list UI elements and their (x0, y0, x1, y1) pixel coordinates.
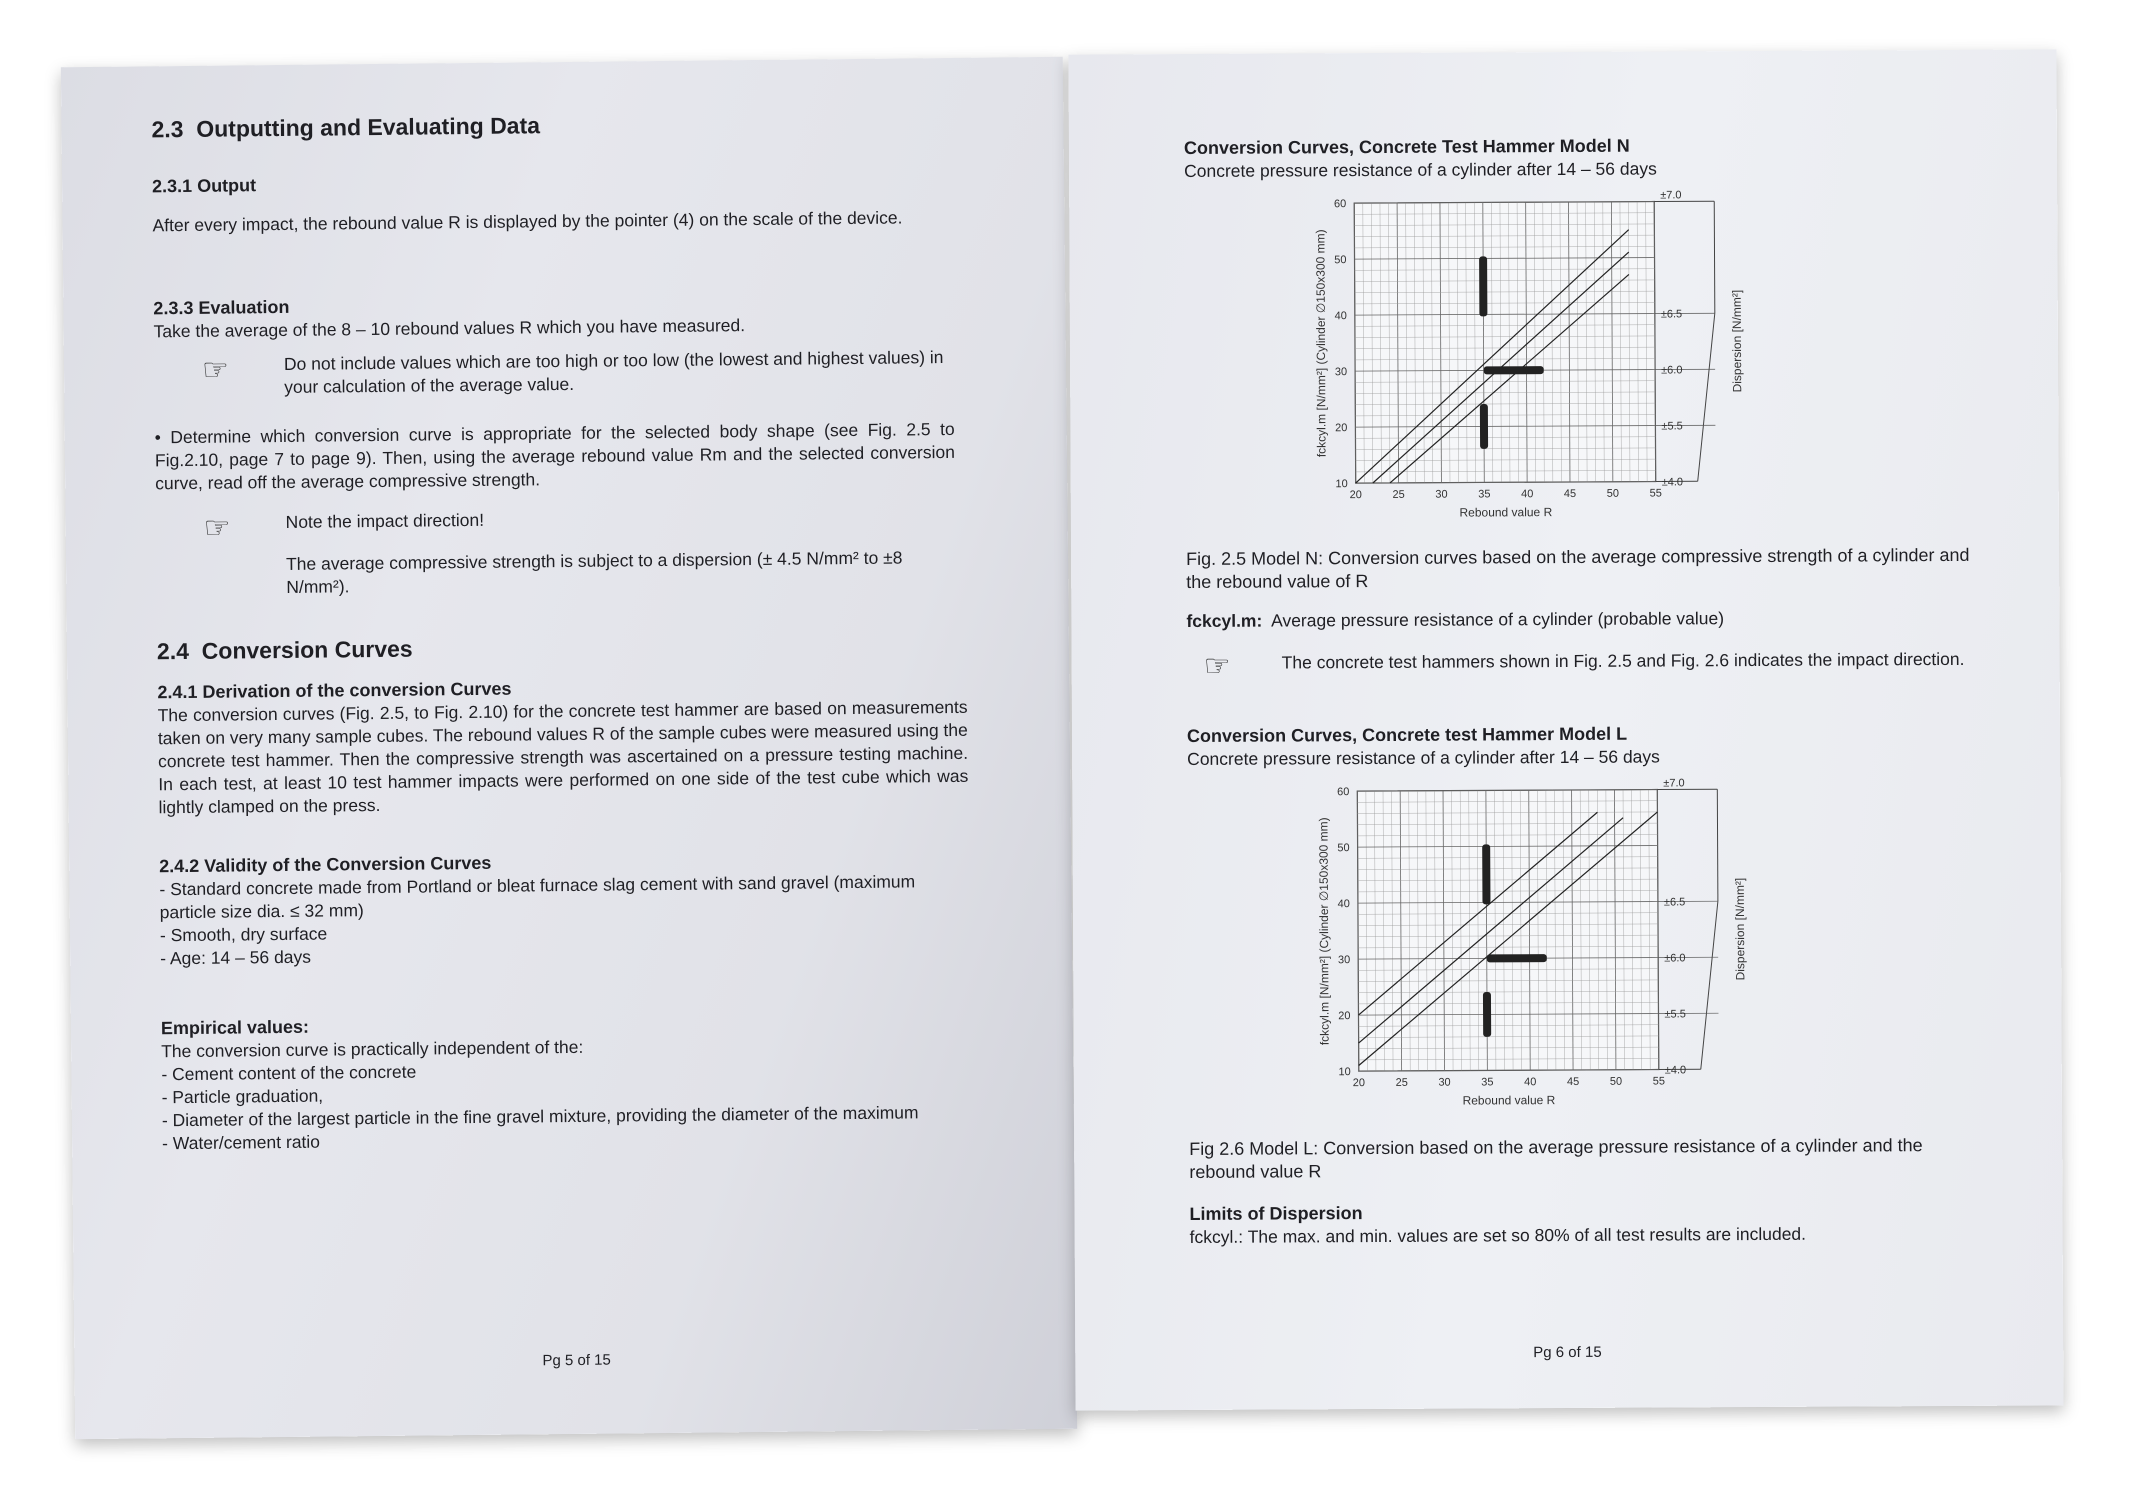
validity-item: - Standard concrete made from Portland or bleat furnace slag cement with sand gravel (maximum particle size dia. ≤ 32 mm) (159, 871, 916, 923)
dispersion-label: ±4.0 (1661, 476, 1684, 489)
validity-item: - Age: 14 – 56 days (160, 946, 312, 969)
dispersion-label: ±6.0 (1664, 952, 1686, 965)
note-dispersion: The average compressive strength is subject to a dispersion (± 4.5 N/mm² to ±8 N/mm²). (285, 547, 903, 597)
validity-item: - Smooth, dry surface (159, 923, 328, 946)
x-tick-label: 55 (1649, 487, 1662, 500)
fck-definition-row (1186, 607, 1724, 633)
output-heading: 2.3.1 Output (151, 175, 257, 197)
y-tick-label: 50 (1337, 842, 1350, 855)
x-tick-label: 35 (1478, 488, 1491, 501)
evaluation-heading: 2.3.3 Evaluation (153, 296, 290, 319)
note-impact-direction: Note the impact direction! (285, 509, 485, 532)
x-tick-label: 20 (1352, 1077, 1366, 1090)
hammer-down-icon (1479, 256, 1487, 316)
y-tick-label: 30 (1334, 366, 1348, 379)
evaluation-paragraph: Take the average of the 8 – 10 rebound values R which you have measured. (153, 315, 746, 342)
y-axis-label: fckcyl.m [N/mm²] (Cylinder ∅150x300 mm) (1313, 229, 1329, 458)
empirical-item: - Water/cement ratio (162, 1131, 321, 1154)
fig-2-6-caption: Fig 2.6 Model L: Conversion based on the average pressure resistance of a cylinder and the rebound value R (1189, 1135, 1923, 1182)
empirical-intro: The conversion curve is practically independent of the: (161, 1036, 584, 1062)
note-exclude-extremes: Do not include values which are too high or too low (the lowest and highest values) in your calculation of the average value. (283, 347, 944, 397)
dispersion-label: ±7.0 (1660, 189, 1682, 202)
x-tick-label: 45 (1563, 487, 1577, 501)
dispersion-label: ±6.5 (1660, 308, 1683, 321)
pointing-hand-icon: ☞ (201, 353, 230, 387)
limits-heading: Limits of Dispersion (1189, 1203, 1363, 1224)
x-tick-label: 45 (1566, 1075, 1580, 1088)
x-tick-label: 55 (1652, 1075, 1665, 1088)
x-tick-label: 20 (1349, 489, 1362, 502)
x-axis-label: Rebound value R (1462, 1093, 1556, 1108)
dispersion-label: ±6.0 (1661, 364, 1683, 377)
y-tick-label: 60 (1337, 786, 1350, 799)
x-tick-label: 30 (1438, 1076, 1451, 1089)
output-paragraph: After every impact, the rebound value R is displayed by the pointer (4) on the scale of the device. (152, 207, 903, 236)
section-title: Conversion Curves (201, 635, 413, 664)
hammer-up-icon (1483, 992, 1491, 1037)
hammer-horizontal-icon (1487, 954, 1547, 962)
chart-n-title: Conversion Curves, Concrete Test Hammer Model N (1183, 135, 1630, 158)
empirical-heading: Empirical values: (160, 1016, 310, 1039)
chart-model-l (1302, 769, 1748, 1131)
page-number: Pg 5 of 15 (542, 1351, 611, 1370)
derivation-heading: 2.4.1 Derivation of the conversion Curves (157, 678, 512, 703)
x-tick-label: 25 (1395, 1076, 1408, 1089)
hammer-down-icon (1482, 844, 1490, 904)
y-tick-label: 40 (1334, 310, 1347, 323)
section-number: 2.3 (151, 116, 184, 143)
fig-2-5-caption: Fig. 2.5 Model N: Conversion curves based on the average compressive strength of a cylinder and the rebound value of R (1186, 544, 1970, 592)
dispersion-frame (1714, 201, 1715, 313)
section-title: Outputting and Evaluating Data (196, 112, 541, 142)
dispersion-label: ±5.5 (1661, 420, 1683, 433)
pointing-hand-icon: ☞ (1203, 649, 1231, 683)
y-tick-label: 10 (1335, 478, 1348, 491)
empirical-list (161, 1032, 942, 1155)
y-tick-label: 50 (1334, 254, 1347, 267)
dispersion-label: ±6.5 (1663, 896, 1686, 909)
y-tick-label: 20 (1335, 422, 1348, 435)
dispersion-frame (1717, 789, 1718, 901)
chart-n-subtitle: Concrete pressure resistance of a cylinder after 14 – 56 days (1184, 158, 1657, 181)
empirical-item: - Particle graduation, (161, 1085, 324, 1108)
fck-definition: Average pressure resistance of a cylinder (probable value) (1271, 608, 1725, 631)
bullet-conversion-curve: • Determine which conversion curve is appropriate for the selected body shape (see Fig. 2.5 to Fig.2.10, page 7 to page 9). Then, using the average rebound value Rm and the selected conversion curve, read off the average compressive strength. (154, 418, 956, 494)
x-tick-label: 25 (1392, 488, 1405, 501)
x-tick-label: 40 (1524, 1076, 1537, 1089)
y-tick-label: 60 (1333, 198, 1347, 211)
section-2-4-heading (157, 636, 413, 666)
validity-list (159, 870, 940, 970)
x-tick-label: 40 (1521, 488, 1534, 501)
y2-axis-label: Dispersion [N/mm²] (1729, 289, 1745, 393)
dispersion-label: ±4.0 (1664, 1064, 1687, 1077)
x-axis-label: Rebound value R (1459, 505, 1553, 520)
x-tick-label: 50 (1606, 487, 1620, 500)
left-page (61, 57, 1077, 1439)
y-axis-label: fckcyl.m [N/mm²] (Cylinder ∅150x300 mm) (1316, 817, 1332, 1046)
y-tick-label: 20 (1338, 1010, 1351, 1023)
derivation-paragraph: The conversion curves (Fig. 2.5, to Fig. 2.10) for the concrete test hammer are based on measurements taken on very many sample cubes. The rebound values R of the sample cubes were measured using the concrete test hammer. Then the compressive strength was ascertained on a pressure testing machine. In each test, at least 10 test hammer impacts were performed on one side of the test cube which was lightly clamped on the press. (157, 696, 969, 818)
pointing-hand-icon: ☞ (203, 511, 231, 545)
limits-text: fckcyl.: The max. and min. values are set so 80% of all test results are included. (1189, 1223, 1807, 1247)
empirical-item: - Diameter of the largest particle in the fine gravel mixture, providing the diameter of the maximum (161, 1102, 919, 1131)
empirical-item: - Cement content of the concrete (161, 1061, 417, 1085)
hammer-horizontal-icon (1484, 366, 1544, 374)
x-tick-label: 30 (1435, 488, 1448, 501)
y2-axis-label: Dispersion [N/mm²] (1732, 877, 1748, 981)
dispersion-frame (1697, 313, 1716, 481)
dispersion-frame (1700, 901, 1719, 1069)
x-tick-label: 35 (1481, 1076, 1494, 1089)
section-number: 2.4 (156, 637, 190, 665)
x-tick-label: 50 (1609, 1075, 1623, 1088)
fck-label: fckcyl.m: (1186, 610, 1263, 631)
dispersion-label: ±7.0 (1663, 777, 1685, 790)
note-hammers: The concrete test hammers shown in Fig. 2.5 and Fig. 2.6 indicates the impact direction. (1281, 648, 1965, 673)
hammer-up-icon (1480, 404, 1488, 449)
chart-model-n (1299, 181, 1745, 543)
plot-area (1354, 202, 1655, 484)
y-tick-label: 10 (1338, 1066, 1351, 1079)
y-tick-label: 30 (1337, 954, 1351, 967)
validity-heading: 2.4.2 Validity of the Conversion Curves (159, 852, 492, 877)
section-2-3-heading (151, 112, 540, 143)
y-tick-label: 40 (1337, 898, 1350, 911)
chart-l-title: Conversion Curves, Concrete test Hammer Model L (1186, 723, 1628, 746)
right-page (1068, 49, 2063, 1410)
chart-l-subtitle: Concrete pressure resistance of a cylinder after 14 – 56 days (1187, 746, 1660, 769)
dispersion-label: ±5.5 (1664, 1008, 1686, 1021)
page-number: Pg 6 of 15 (1533, 1343, 1602, 1362)
